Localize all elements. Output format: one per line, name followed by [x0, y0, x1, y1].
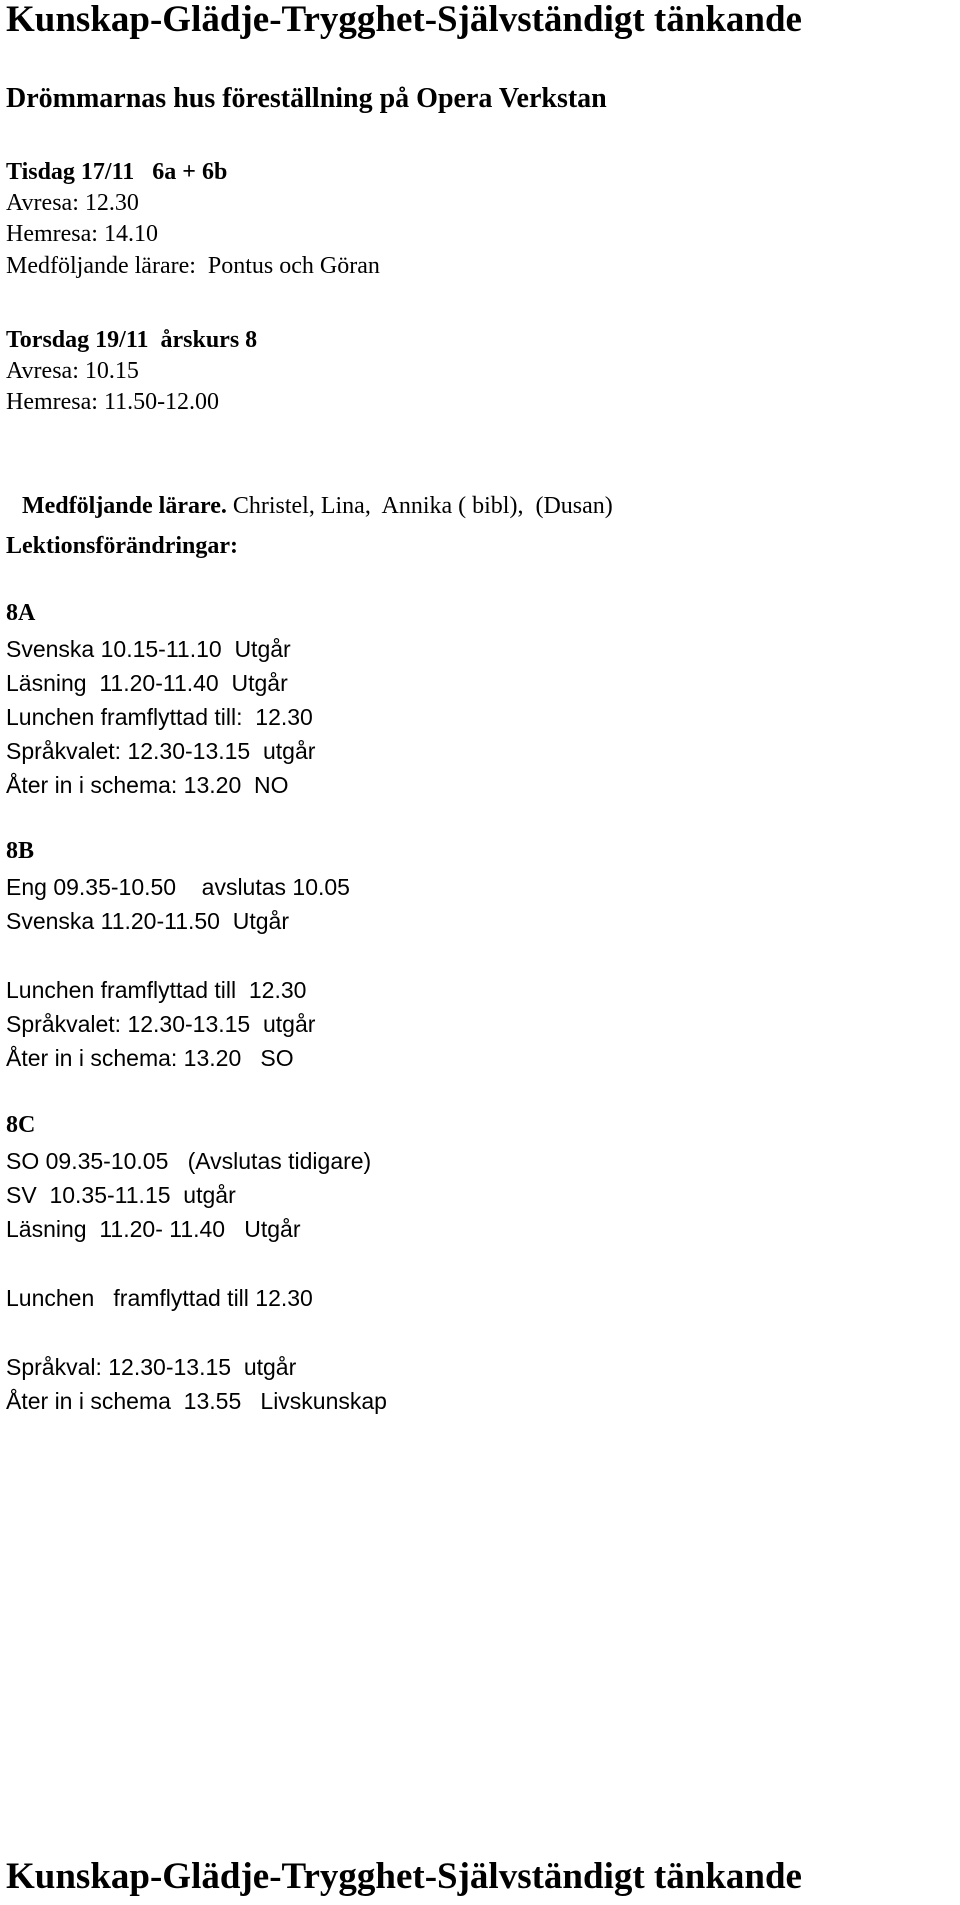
thursday-teachers-value: Christel, Lina, Annika ( bibl), (Dusan): [226, 493, 613, 519]
class-8b-line: Eng 09.35-10.50 avslutas 10.05: [6, 874, 350, 900]
class-8c-line: Språkval: 12.30-13.15 utgår: [6, 1354, 297, 1380]
page-header-title: Kunskap-Glädje-Trygghet-Självständigt tänkande: [6, 0, 802, 40]
thursday-heading: Torsdag 19/11 årskurs 8: [6, 327, 258, 353]
tuesday-return: Hemresa: 14.10: [6, 221, 158, 247]
class-8c-heading: 8C: [6, 1112, 36, 1138]
tuesday-teachers: Medföljande lärare: Pontus och Göran: [6, 253, 380, 279]
class-8b-line: Svenska 11.20-11.50 Utgår: [6, 908, 289, 934]
class-8a-line: Språkvalet: 12.30-13.15 utgår: [6, 738, 316, 764]
class-8c-line: Lunchen framflyttad till 12.30: [6, 1285, 313, 1311]
class-8a-line: Lunchen framflyttad till: 12.30: [6, 704, 313, 730]
page-footer-title: Kunskap-Glädje-Trygghet-Självständigt tänkande: [6, 1856, 802, 1897]
class-8c-line: SO 09.35-10.05 (Avslutas tidigare): [6, 1148, 372, 1174]
class-8a-line: Åter in i schema: 13.20 NO: [6, 772, 289, 798]
thursday-departure: Avresa: 10.15: [6, 358, 139, 384]
class-8b-line: Språkvalet: 12.30-13.15 utgår: [6, 1011, 316, 1037]
class-8a-line: Svenska 10.15-11.10 Utgår: [6, 636, 291, 662]
tuesday-heading: Tisdag 17/11 6a + 6b: [6, 159, 228, 185]
class-8c-line: SV 10.35-11.15 utgår: [6, 1182, 236, 1208]
class-8b-heading: 8B: [6, 838, 35, 864]
class-8c-line: Läsning 11.20- 11.40 Utgår: [6, 1216, 301, 1242]
changes-heading: Lektionsförändringar:: [6, 533, 239, 559]
class-8c-line: Åter in i schema 13.55 Livskunskap: [6, 1388, 387, 1414]
tuesday-departure: Avresa: 12.30: [6, 190, 139, 216]
thursday-return: Hemresa: 11.50-12.00: [6, 389, 220, 415]
event-title: Drömmarnas hus föreställning på Opera Verkstan: [6, 83, 607, 114]
class-8b-line: Åter in i schema: 13.20 SO: [6, 1045, 294, 1071]
thursday-teachers-label: Medföljande lärare.: [22, 493, 227, 519]
class-8b-line: Lunchen framflyttad till 12.30: [6, 977, 307, 1003]
class-8a-line: Läsning 11.20-11.40 Utgår: [6, 670, 288, 696]
class-8a-heading: 8A: [6, 600, 36, 626]
